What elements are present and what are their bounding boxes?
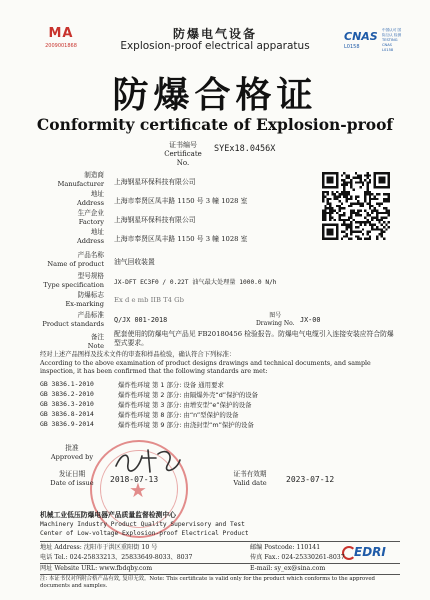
standard-desc: 爆炸性环境 第 9 部分: 由浇封型“m”保护的设备 xyxy=(118,421,254,429)
type-spec-label-en: Type specification xyxy=(43,280,104,289)
footer-org-cn: 机械工业低压防爆电器产品质量监督检测中心 xyxy=(40,511,176,519)
product-name-value: 油气回收装置 xyxy=(114,258,155,266)
standard-desc: 爆炸性环境 第 1 部分: 设备 通用要求 xyxy=(118,381,224,389)
signature xyxy=(112,446,182,476)
standard-desc: 爆炸性环境 第 3 部分: 由增安型“e”保护的设备 xyxy=(118,401,252,409)
ex-marking-label-en: Ex-marking xyxy=(65,299,104,308)
valid-date-value: 2023-07-12 xyxy=(286,475,335,484)
note-label xyxy=(18,333,104,350)
note-label-cn: 备注 xyxy=(90,333,104,341)
cnas-logo-text: CNAS xyxy=(344,30,378,43)
drawing-no-label-en: Drawing No. xyxy=(256,319,295,327)
statement-cn: 经对上述产品图样及技术文件的审查和样品检验，确认符合下列标准： xyxy=(40,351,236,358)
footer-divider xyxy=(40,574,400,575)
standard-code: GB 3836.1-2010 xyxy=(40,380,94,388)
footer-org-en-1: Machinery Industry Product Quality Supervisory and Test xyxy=(40,521,245,528)
footer-divider xyxy=(40,563,400,564)
issue-date-value: 2018-07-13 xyxy=(110,475,159,484)
footer-address: 地址 Address: 沈阳市于洪区重阳街 10 号 xyxy=(40,544,158,551)
standard-desc: 爆炸性环境 第 2 部分: 由隔爆外壳“d”保护的设备 xyxy=(118,391,259,399)
factory-address-label-en: Address xyxy=(76,236,104,245)
manufacturer-label xyxy=(18,171,104,188)
approved-by-label-cn: 批准 xyxy=(65,444,79,452)
standard-code: GB 3836.9-2014 xyxy=(40,420,94,428)
note-value: 配套使用的防爆电气产品见 FB20180456 检验报告。防爆电气电缆引入连接安装应符合防爆型式要求。 xyxy=(114,330,394,347)
product-standards-label-en: Product standards xyxy=(42,319,104,328)
ma-logo-text: MA xyxy=(48,26,74,41)
factory-address-label-cn: 地址 xyxy=(90,228,104,236)
note-label-en: Note xyxy=(87,341,104,350)
sedri-logo xyxy=(342,544,402,560)
header-cn-title: 防爆电气设备 xyxy=(172,27,257,41)
footer-divider xyxy=(40,541,400,542)
factory-address-value: 上海市奉贤区凤丰路 1150 号 3 幢 1028 室 xyxy=(114,235,248,243)
product-name-label-en: Name of product xyxy=(47,259,104,268)
product-name-label-cn: 产品名称 xyxy=(77,251,104,259)
certificate-no-label-en: Certificate No. xyxy=(164,150,202,167)
issue-date-label xyxy=(40,470,104,487)
manufacturer-label-en: Manufacturer xyxy=(57,179,104,188)
footer-tel: 电话 Tel.: 024-25833213、25833649-8033、8037 xyxy=(40,554,193,561)
product-standards-value: Q/JX 001-2018 xyxy=(114,316,168,324)
factory-label-en: Factory xyxy=(78,217,104,226)
type-spec-value: JX-DFT EC3F0 / 0.22T 油气最大处理量 1000.0 N/h xyxy=(114,279,277,286)
title-cn: 防爆合格证 xyxy=(112,75,318,116)
standard-desc: 爆炸性环境 第 8 部分: 由“n”型保护的设备 xyxy=(118,411,239,419)
certificate-no-value: SYEx18.0456X xyxy=(214,144,276,154)
approved-by-label-en: Approved by xyxy=(50,452,94,461)
product-standards-label xyxy=(18,311,104,328)
manufacturer-address-value: 上海市奉贤区凤丰路 1150 号 3 幢 1028 室 xyxy=(114,197,248,205)
certificate-no-label xyxy=(158,141,208,168)
standard-code: GB 3836.8-2014 xyxy=(40,410,94,418)
issue-date-label-cn: 发证日期 xyxy=(58,470,86,478)
ex-marking-label-cn: 防爆标志 xyxy=(77,291,104,299)
drawing-no-label-cn: 图号 xyxy=(269,312,282,319)
header-en-title: Explosion-proof electrical apparatus xyxy=(120,40,310,52)
drawing-no-label xyxy=(256,312,295,327)
cnas-logo-side: 中国认可 国际互认 检测 TESTING CNAS L0158 xyxy=(382,28,402,52)
manufacturer-value: 上海钢星环保科技有限公司 xyxy=(114,178,196,186)
footer-org-en-2: Center of Low-voltage Explosion-proof Electrical Product xyxy=(40,530,249,537)
footer-fax: 传真 Fax.: 024-25330261-8037 xyxy=(250,554,345,561)
valid-date-label-en: Valid date xyxy=(233,478,267,487)
type-spec-label xyxy=(18,272,104,289)
drawing-no-value: JX-00 xyxy=(300,316,321,324)
factory-value: 上海钢星环保科技有限公司 xyxy=(114,216,196,224)
standard-code: GB 3836.3-2010 xyxy=(40,400,94,408)
seal-star-icon: ★ xyxy=(129,478,147,502)
manufacturer-address-label xyxy=(18,190,104,207)
type-spec-label-cn: 型号规格 xyxy=(77,272,104,280)
valid-date-label-cn: 证书有效期 xyxy=(233,470,267,478)
factory-label xyxy=(18,209,104,226)
cnas-logo-sub: L0158 xyxy=(344,44,360,50)
footer-note: 注: 本证书仅对所附合格产品有效, 复印无效。Note: This certificate is valid only for the product which conforms to the approved documents and samples. xyxy=(40,576,375,589)
manufacturer-label-cn: 制造商 xyxy=(84,171,104,179)
approved-by-label xyxy=(40,444,104,461)
manufacturer-address-label-en: Address xyxy=(76,198,104,207)
footer-postcode: 邮编 Postcode: 110141 xyxy=(250,544,321,551)
cnas-logo xyxy=(344,26,400,52)
ex-marking-label xyxy=(18,291,104,308)
factory-address-label xyxy=(18,228,104,245)
title-en: Conformity certificate of Explosion-proof xyxy=(36,115,394,134)
statement-en: According to the above examination of product designs drawings and technical documents, and sample inspection, it has been confirmed that the following standards are met: xyxy=(40,360,371,376)
certificate-no-label-cn: 证书编号 xyxy=(169,141,197,149)
valid-date-label xyxy=(218,470,282,487)
factory-label-cn: 生产企业 xyxy=(77,209,104,217)
qr-code xyxy=(322,172,390,240)
footer-email: E-mail: sy_ex@sina.com xyxy=(250,565,326,572)
issue-date-label-en: Date of issue xyxy=(50,478,94,487)
ex-marking-value: Ex d e mb IIB T4 Gb xyxy=(114,296,184,304)
product-name-label xyxy=(18,251,104,268)
manufacturer-address-label-cn: 地址 xyxy=(90,190,104,198)
product-standards-label-cn: 产品标准 xyxy=(77,311,104,319)
standard-code: GB 3836.2-2010 xyxy=(40,390,94,398)
sedri-logo-text: EDRI xyxy=(354,545,386,559)
footer-website: 网址 Website URL: www.fbdqby.com xyxy=(40,565,153,572)
ma-logo-sub: 2009001868 xyxy=(45,43,77,49)
